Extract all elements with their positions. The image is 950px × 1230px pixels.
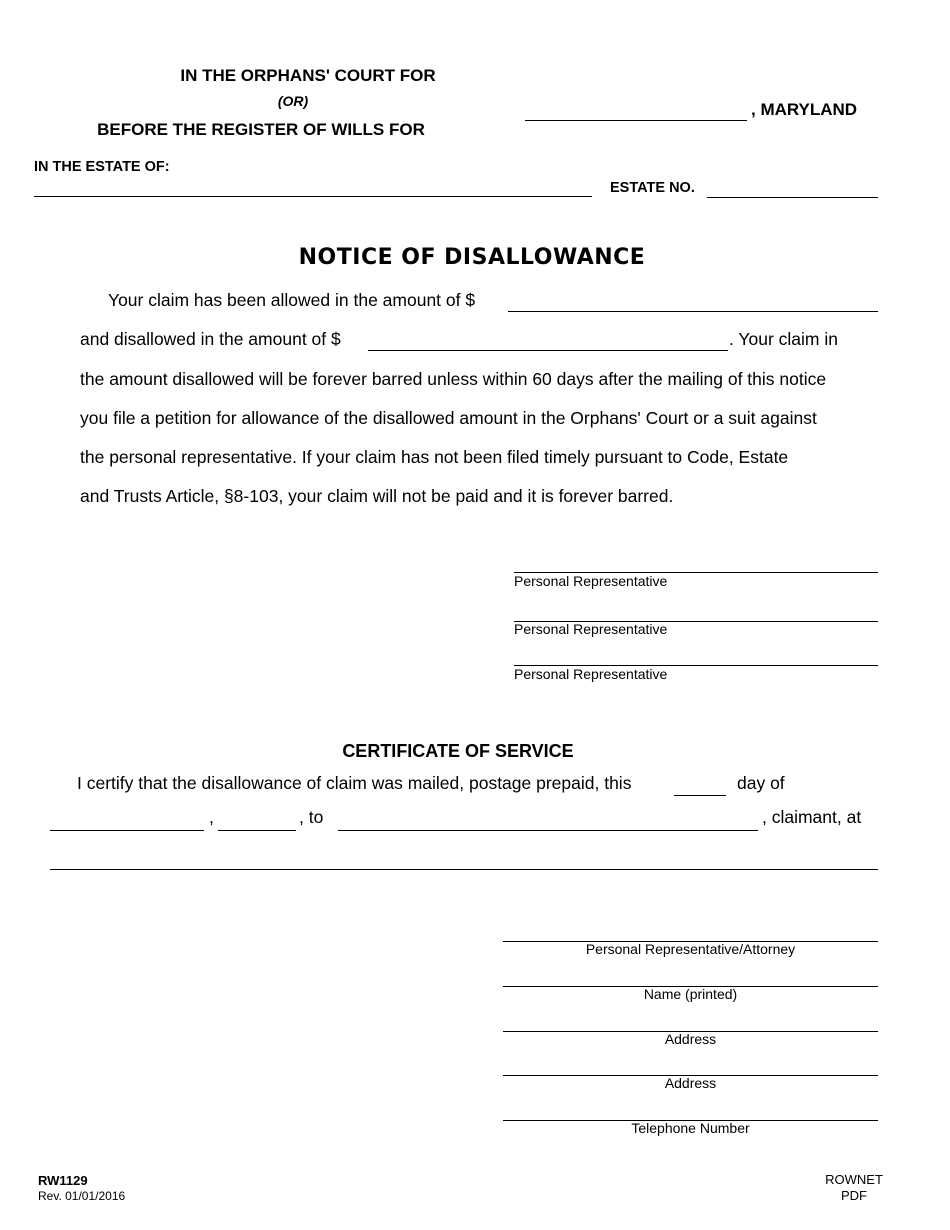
- notice-line-6: and Trusts Article, §8-103, your claim will not be paid and it is forever barred.: [80, 486, 674, 506]
- disallowed-amount-field[interactable]: [368, 330, 728, 351]
- estate-no-field[interactable]: [707, 177, 878, 198]
- year-field[interactable]: [218, 810, 296, 831]
- certificate-line-1: I certify that the disallowance of claim was mailed, postage prepaid, this: [77, 773, 632, 793]
- pr-label-2: Personal Representative: [514, 621, 668, 637]
- court-line: IN THE ORPHANS' COURT FOR: [180, 66, 436, 85]
- allowed-amount-field[interactable]: [508, 291, 878, 312]
- day-field[interactable]: [674, 775, 726, 796]
- notice-line-3: the amount disallowed will be forever barred unless within 60 days after the mailing of this notice: [80, 369, 827, 389]
- pr-attorney-label: Personal Representative/Attorney: [585, 941, 796, 957]
- address-label-1: Address: [664, 1031, 717, 1047]
- pr-label-3: Personal Representative: [514, 666, 668, 682]
- maryland-label: , MARYLAND: [751, 100, 858, 119]
- disallowed-suffix: . Your claim in: [729, 329, 838, 349]
- notice-line-5: the personal representative. If your claim has not been filed timely pursuant to Code, Estate: [80, 447, 789, 467]
- or-line: (OR): [277, 93, 309, 109]
- day-of-label: day of: [737, 773, 785, 793]
- telephone-label: Telephone Number: [631, 1120, 750, 1136]
- claimant-address-field[interactable]: [50, 849, 878, 870]
- address-label-2: Address: [664, 1075, 717, 1091]
- register-line: BEFORE THE REGISTER OF WILLS FOR: [97, 120, 425, 139]
- allowed-text: Your claim has been allowed in the amount of $: [108, 290, 476, 310]
- claimant-name-field[interactable]: [338, 810, 758, 831]
- certificate-title: CERTIFICATE OF SERVICE: [342, 741, 574, 761]
- revision-date: Rev. 01/01/2016: [38, 1189, 126, 1203]
- pr-label-1: Personal Representative: [514, 573, 668, 589]
- estate-no-label: ESTATE NO.: [610, 180, 695, 196]
- month-field[interactable]: [50, 810, 204, 831]
- form-number: RW1129: [38, 1173, 88, 1188]
- name-printed-label: Name (printed): [643, 986, 738, 1002]
- comma-label: ,: [209, 807, 214, 827]
- disallowed-text: and disallowed in the amount of $: [80, 329, 341, 349]
- estate-of-label: IN THE ESTATE OF:: [34, 159, 170, 175]
- rownet-label: ROWNET: [825, 1172, 883, 1187]
- claimant-at-label: , claimant, at: [762, 807, 862, 827]
- county-field[interactable]: [525, 100, 747, 121]
- notice-line-4: you file a petition for allowance of the disallowed amount in the Orphans' Court or a suit against: [80, 408, 817, 428]
- estate-name-field[interactable]: [34, 176, 592, 197]
- notice-title: NOTICE OF DISALLOWANCE: [298, 245, 646, 270]
- to-label: , to: [299, 807, 324, 827]
- pdf-label: PDF: [841, 1188, 867, 1203]
